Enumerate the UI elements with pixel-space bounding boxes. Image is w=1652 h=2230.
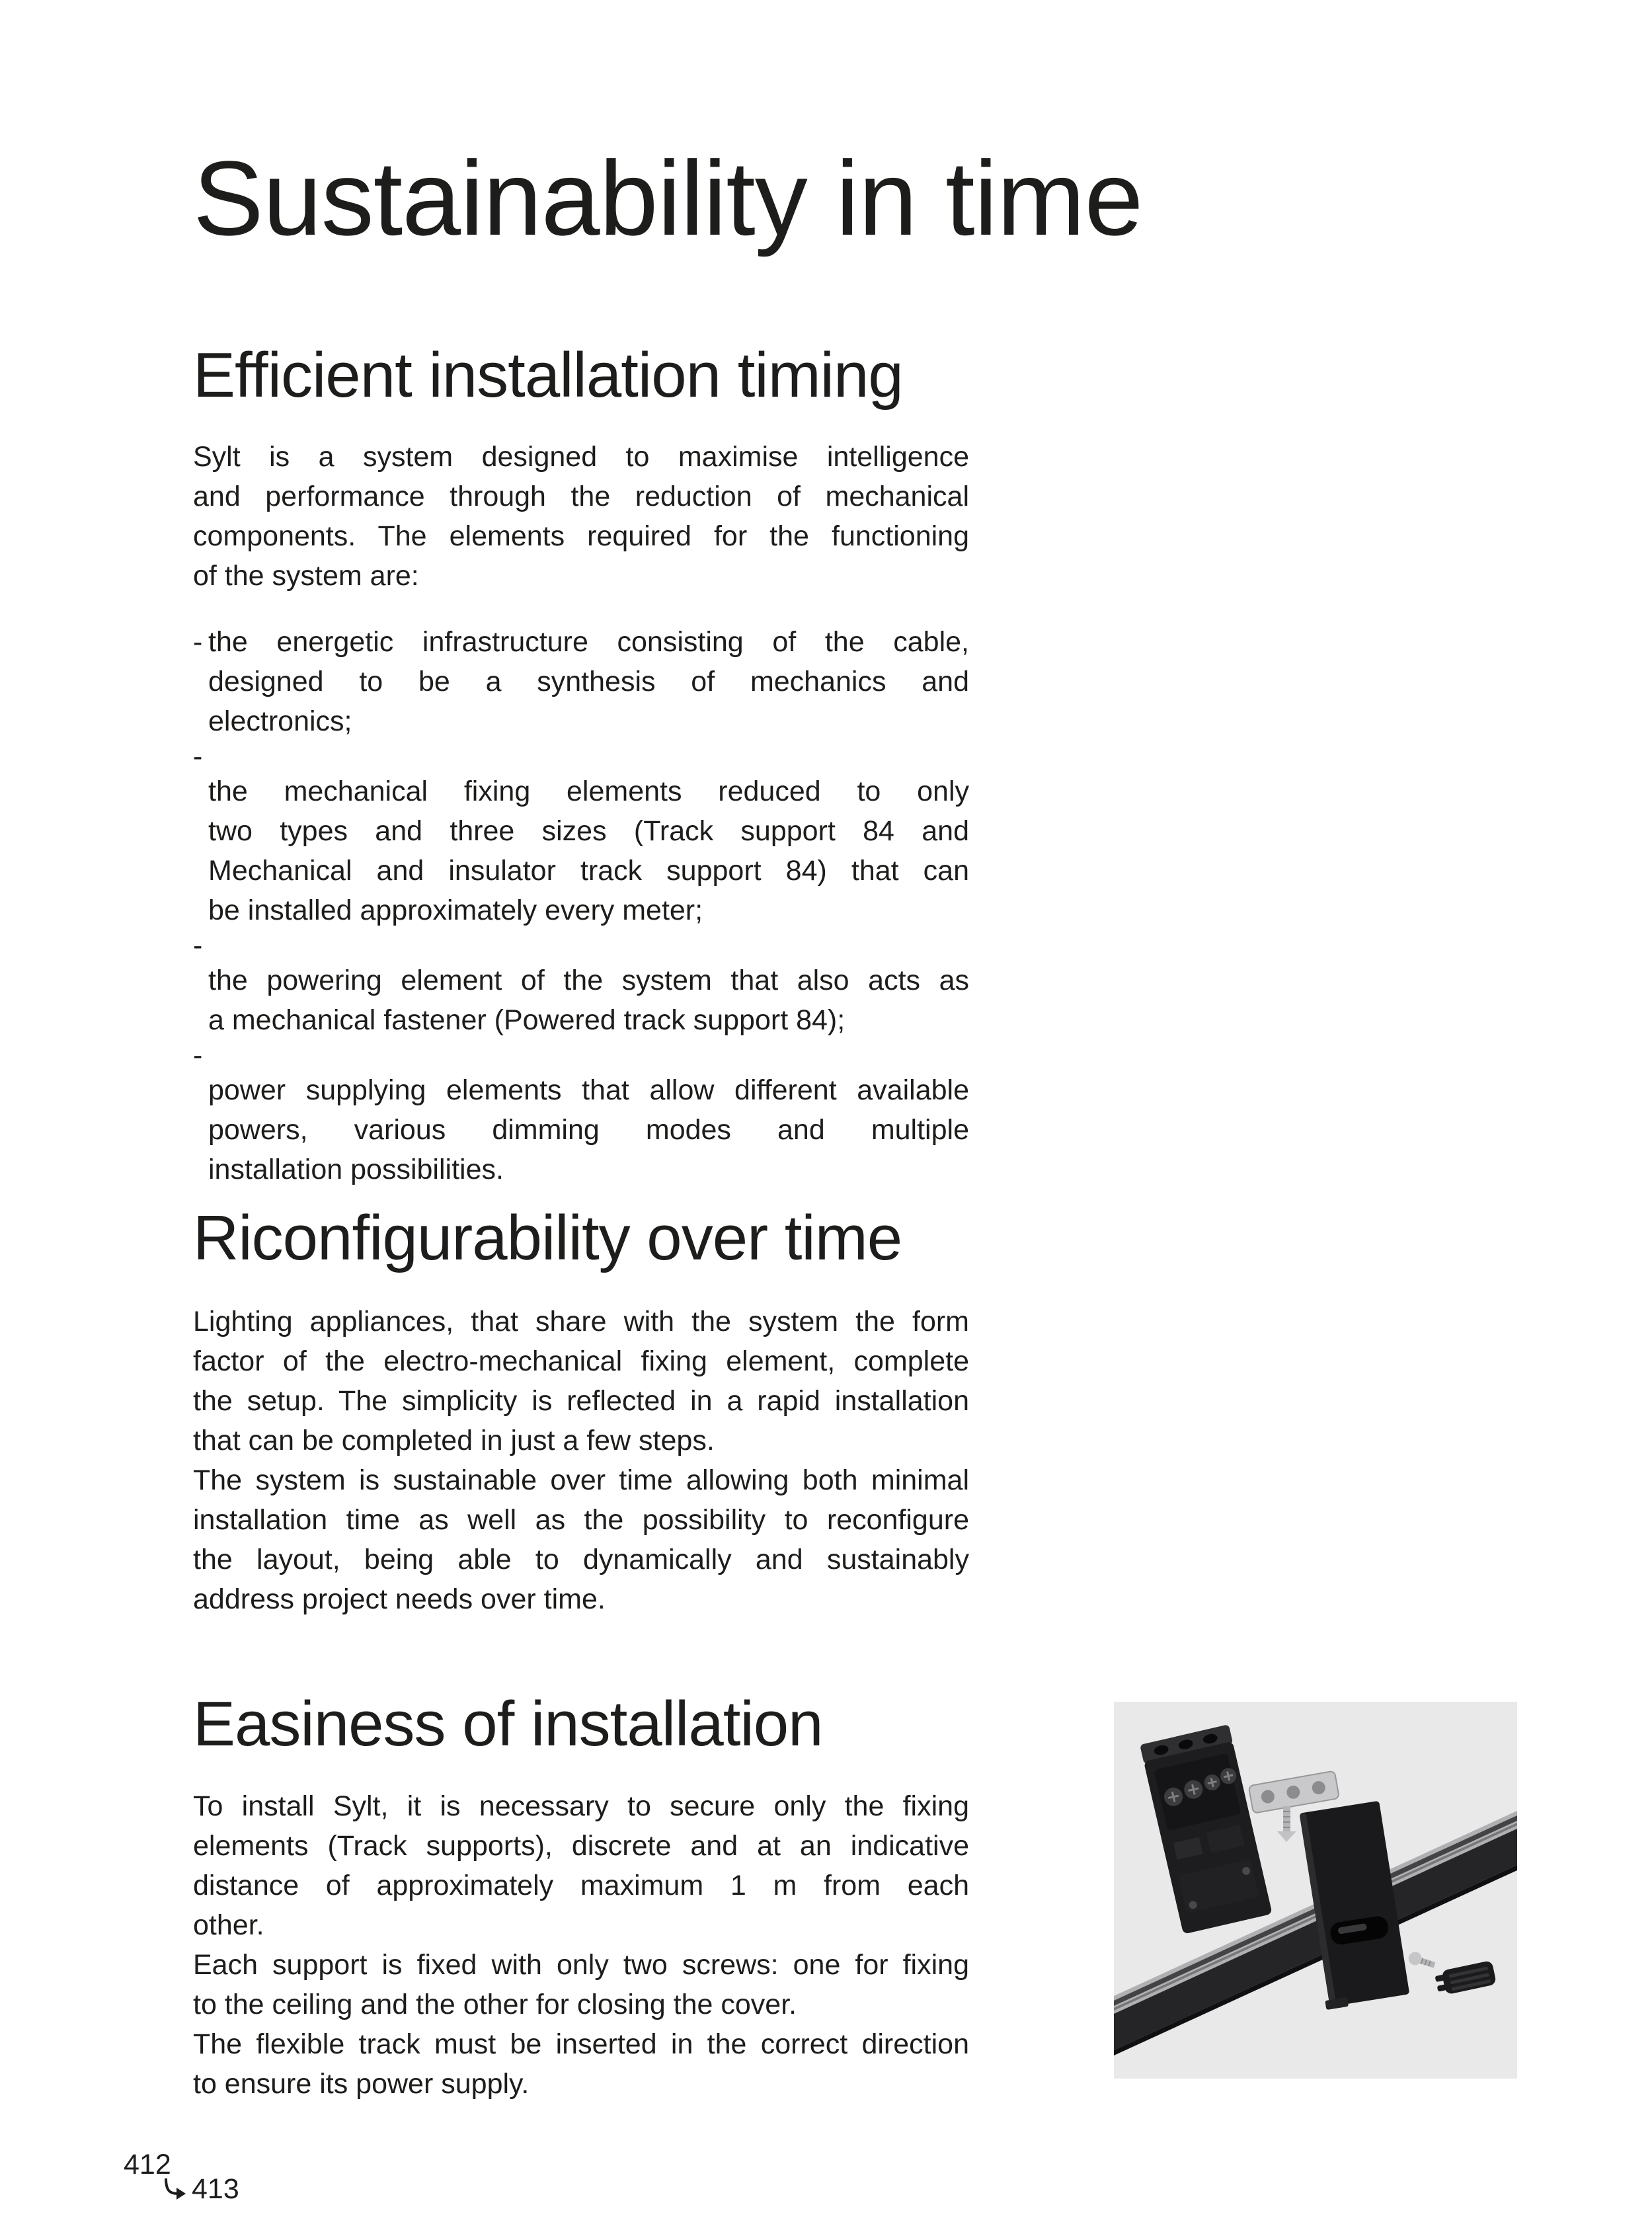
bullet-dash-marker: - [193, 1039, 203, 1071]
text-line: other. [193, 1909, 264, 1941]
text-line: be installed approximately every meter; [208, 895, 703, 926]
bullet-list [193, 622, 969, 1189]
text-line: two types and three sizes (Track support 84 and [208, 815, 969, 847]
bullet-item [193, 622, 969, 741]
bullet-item [193, 1040, 969, 1189]
text-line: distance of approximately maximum 1 m from each [193, 1870, 969, 1901]
bullet-item [193, 741, 969, 930]
exploded-view-illustration [1114, 1702, 1517, 2079]
text-line: Lighting appliances, that share with the system the form [193, 1306, 969, 1337]
bullet-dash-marker: - [193, 930, 203, 961]
text-line: that can be completed in just a few steps. [193, 1425, 715, 1456]
text-line: the energetic infrastructure consisting of the cable, [208, 626, 969, 658]
bullet-dash-marker: - [193, 740, 203, 772]
text-line: the mechanical fixing elements reduced to only [208, 776, 969, 807]
bullet-dash-marker: - [193, 626, 203, 658]
text-line: The system is sustainable over time allowing both minimal [193, 1464, 969, 1496]
text-line: To install Sylt, it is necessary to secure only the fixing [193, 1790, 969, 1822]
text-line: a mechanical fastener (Powered track support 84); [208, 1004, 846, 1036]
easiness-paragraph [193, 1786, 969, 2104]
bullet-text [208, 622, 969, 741]
text-line: installation possibilities. [208, 1154, 504, 1185]
text-line: electronics; [208, 705, 352, 737]
text-line: designed to be a synthesis of mechanics and [208, 666, 969, 697]
text-line: factor of the electro-mechanical fixing element, complete [193, 1345, 969, 1377]
text-line: Mechanical and insulator track support 84) that can [208, 855, 969, 887]
text-line: Sylt is a system designed to maximise intelligence [193, 441, 969, 473]
section-heading-riconfigurability-over-time: Riconfigurability over time [193, 1203, 902, 1273]
text-line: powers, various dimming modes and multiple [208, 1114, 969, 1146]
riconfigurability-paragraph [193, 1302, 969, 1619]
installation-exploded-view-figure [1114, 1702, 1517, 2079]
text-line: of the system are: [193, 560, 419, 592]
page-title: Sustainability in time [193, 139, 1143, 257]
text-line: components. The elements required for the functioning [193, 520, 969, 552]
text-line: power supplying elements that allow different available [208, 1074, 969, 1106]
text-line: elements (Track supports), discrete and at an indicative [193, 1830, 969, 1862]
track-support-bracket-icon [1140, 1724, 1273, 1934]
curved-right-arrow-icon [160, 2177, 186, 2201]
section-heading-efficient-installation-timing: Efficient installation timing [193, 340, 903, 411]
text-line: the layout, being able to dynamically and sustainably [193, 1544, 969, 1575]
text-line: The flexible track must be inserted in the correct direction [193, 2028, 969, 2060]
next-page-reference [160, 2172, 239, 2206]
bullet-text [208, 1070, 969, 1189]
text-line: installation time as well as the possibility to reconfigure [193, 1504, 969, 1536]
end-connector-icon [1434, 1960, 1497, 1997]
text-line: to the ceiling and the other for closing the cover. [193, 1989, 797, 2020]
section-heading-easiness-of-installation: Easiness of installation [193, 1689, 823, 1759]
bullet-item [193, 930, 969, 1040]
text-line: Each support is fixed with only two screws: one for fixing [193, 1949, 969, 1981]
text-line: the powering element of the system that also acts as [208, 965, 969, 996]
bullet-text [208, 961, 969, 1040]
text-line: the setup. The simplicity is reflected in a rapid installation [193, 1385, 969, 1417]
fixing-plate-icon [1249, 1771, 1339, 1813]
text-line: to ensure its power supply. [193, 2068, 530, 2100]
fixing-screw-icon [1277, 1806, 1296, 1842]
linked-page-number: 413 [192, 2173, 239, 2205]
intro-paragraph [193, 437, 969, 596]
text-line: and performance through the reduction of mechanical [193, 481, 969, 512]
text-line: address project needs over time. [193, 1583, 606, 1615]
bullet-text [208, 772, 969, 930]
cover-screw-icon [1407, 1950, 1436, 1971]
page-number: 412 [124, 2149, 171, 2180]
